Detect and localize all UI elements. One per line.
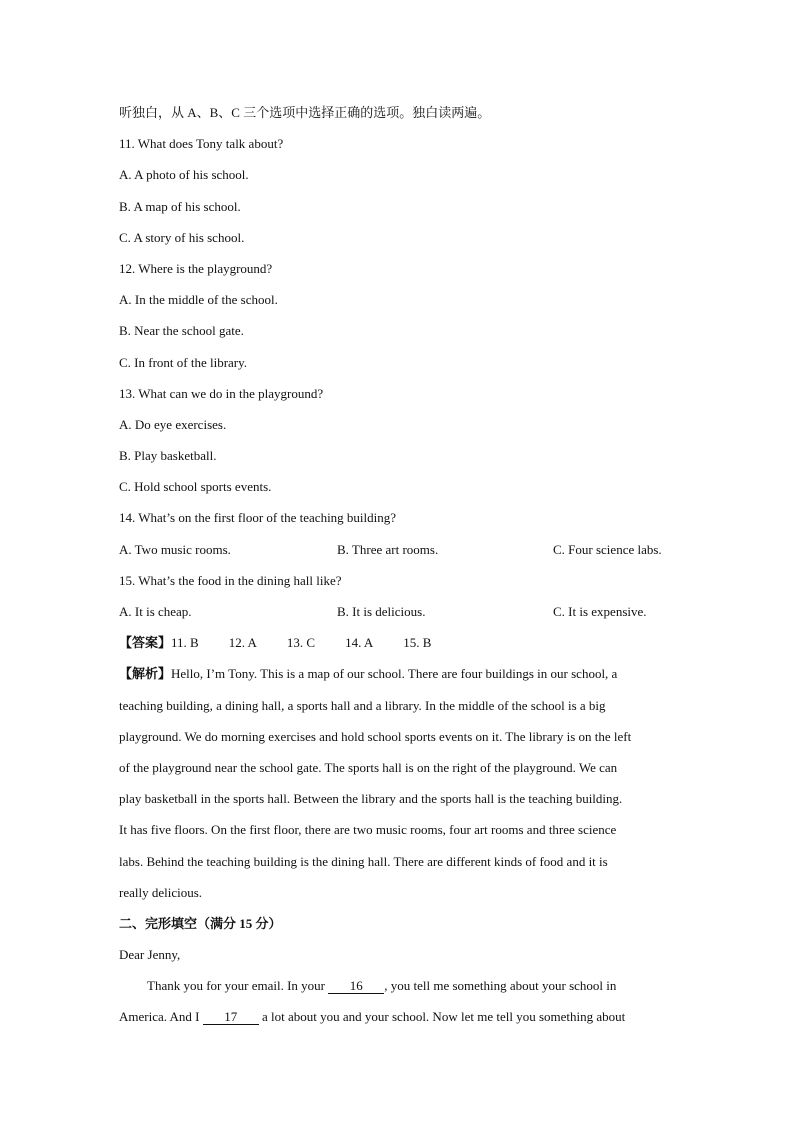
document-page [119,101,679,1037]
q11-option-c: C. A story of his school. [119,229,245,245]
q11-option-b: B. A map of his school. [119,198,241,214]
q15-option-a: A. It is cheap. [119,604,192,619]
blank-16[interactable]: 16 [328,978,384,994]
letter-salutation: Dear Jenny, [119,947,181,963]
q15-options [119,600,679,631]
q13-option-a: A. Do eye exercises. [119,416,227,432]
q14-options [119,538,679,569]
q15-option-b: B. It is delicious. [337,604,426,619]
answer-item: 14. A [345,635,374,651]
answer-item: 12. A [228,635,257,651]
letter-paragraph-line [119,1005,679,1036]
q12-option-b: B. Near the school gate. [119,323,244,339]
q13-option-c: C. Hold school sports events. [119,479,272,495]
letter-text: America. And I [119,1009,203,1025]
analysis-text: Hello, I’m Tony. This is a map of our school. There are four buildings in our school, a [171,666,618,682]
blank-17[interactable]: 17 [203,1009,259,1025]
analysis-line: playground. We do morning exercises and hold school sports events on it. The library is on the left [119,728,632,744]
question-13: 13. What can we do in the playground? [119,385,324,401]
answer-label: 【答案】 [119,635,172,651]
analysis-line: of the playground near the school gate. The sports hall is on the right of the playground. We can [119,759,618,775]
answer-item: 15. B [403,635,432,651]
letter-text: a lot about you and your school. Now let me tell you something about [258,1009,626,1025]
question-11: 11. What does Tony talk about? [119,136,284,152]
analysis-line: really delicious. [119,884,203,900]
q12-option-a: A. In the middle of the school. [119,292,278,308]
analysis-line [119,662,679,693]
q14-option-a: A. Two music rooms. [119,541,231,557]
question-14: 14. What’s on the first floor of the teaching building? [119,510,397,526]
answer-item: 13. C [286,635,316,651]
section2-heading: 二、完形填空（满分 15 分） [119,915,282,931]
q15-option-c: C. It is expensive. [553,604,647,619]
analysis-label: 【解析】 [119,666,172,682]
analysis-line: play basketball in the sports hall. Between the library and the sports hall is the teaching building. [119,791,623,807]
analysis-line: labs. Behind the teaching building is the dining hall. There are different kinds of food and it is [119,853,608,869]
q14-option-b: B. Three art rooms. [337,541,439,557]
q11-option-a: A. A photo of his school. [119,167,249,183]
letter-text: , you tell me something about your school in [384,978,617,994]
letter-text: Thank you for your email. In your [147,978,329,994]
analysis-line: teaching building, a dining hall, a sports hall and a library. In the middle of the school is a big [119,697,606,713]
q12-option-c: C. In front of the library. [119,354,248,370]
q13-option-b: B. Play basketball. [119,448,217,464]
q14-option-c: C. Four science labs. [553,541,662,557]
question-15: 15. What’s the food in the dining hall like? [119,572,342,588]
question-12: 12. Where is the playground? [119,260,273,276]
answer-key [119,631,679,662]
section1-instruction: 听独白，从 A、B、C 三个选项中选择正确的选项。独白读两遍。 [119,105,491,120]
answer-item: 11. B [171,635,199,651]
letter-paragraph-line [119,974,679,1005]
analysis-line: It has five floors. On the first floor, there are two music rooms, four art rooms and three science [119,822,617,838]
